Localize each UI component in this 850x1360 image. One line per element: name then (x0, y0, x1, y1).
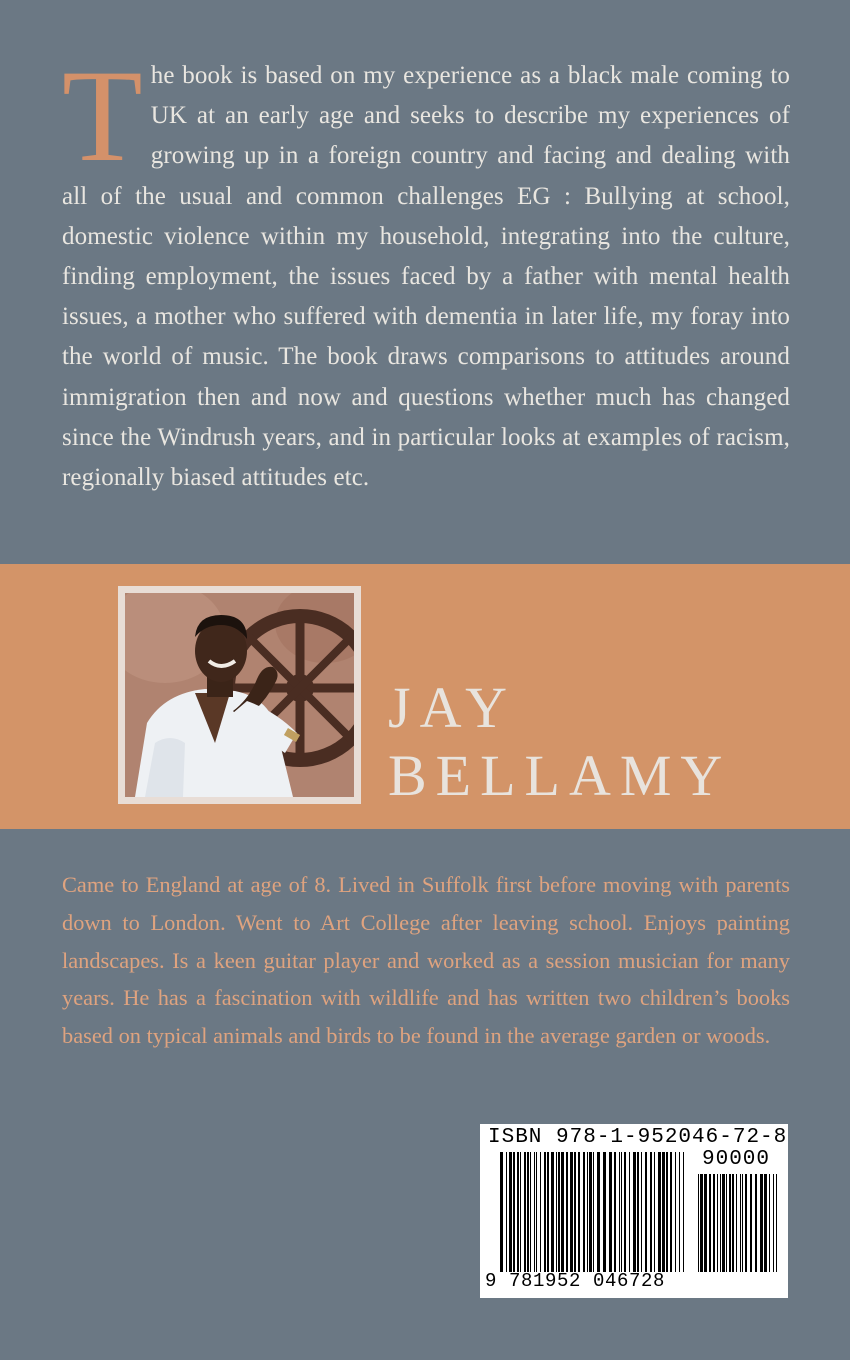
barcode-bar (776, 1174, 777, 1272)
barcode-bar (742, 1174, 743, 1272)
barcode-bar (662, 1152, 665, 1272)
barcode-bar (500, 1152, 503, 1272)
barcode-bar (683, 1152, 684, 1272)
author-band (0, 564, 850, 829)
barcode-bar (624, 1152, 626, 1272)
author-name (388, 674, 731, 810)
barcode-bar (717, 1174, 718, 1272)
author-photo (125, 593, 354, 797)
barcode-bar (621, 1152, 622, 1272)
barcode-bar (755, 1174, 757, 1272)
barcode-bar (700, 1174, 703, 1272)
barcode-bar (745, 1174, 747, 1272)
barcode-bar (583, 1152, 585, 1272)
author-photo-frame (118, 586, 361, 804)
barcode-bar (650, 1152, 652, 1272)
barcode-bar (729, 1174, 731, 1272)
barcode-bar (506, 1152, 507, 1272)
barcode-bar (570, 1152, 573, 1272)
barcode-bar (713, 1174, 715, 1272)
barcode-bar (593, 1152, 594, 1272)
barcode-bar (641, 1152, 642, 1272)
barcode-bar (587, 1152, 588, 1272)
barcode-bar (732, 1174, 734, 1272)
barcode-bar (534, 1152, 535, 1272)
barcode-bar (645, 1152, 647, 1272)
barcode-bar (556, 1152, 557, 1272)
barcode-bar (566, 1152, 568, 1272)
barcode-bar (698, 1174, 699, 1272)
barcode-bar (614, 1152, 616, 1272)
barcode-bar (544, 1152, 546, 1272)
barcode-bar (589, 1152, 592, 1272)
barcode-bar (722, 1174, 725, 1272)
barcode-bar (561, 1152, 564, 1272)
barcode-bar (760, 1174, 763, 1272)
barcode-digits: 9 781952 046728 (485, 1270, 666, 1292)
drop-cap: T (62, 42, 143, 189)
barcode-bar (736, 1174, 737, 1272)
book-blurb (62, 42, 790, 498)
barcode-bar (530, 1152, 531, 1272)
barcode-bar (679, 1152, 680, 1272)
barcode-bar (574, 1152, 576, 1272)
barcode-bar (750, 1174, 752, 1272)
barcode-bar (670, 1152, 672, 1272)
barcode-bar (551, 1152, 554, 1272)
ean-barcode-bars (500, 1152, 690, 1272)
barcode-bar (513, 1152, 515, 1272)
isbn-barcode (480, 1124, 788, 1298)
barcode-bar (609, 1152, 612, 1272)
barcode-bar (603, 1152, 606, 1272)
barcode-bar (658, 1152, 661, 1272)
author-portrait-illustration (125, 593, 354, 797)
barcode-bar (633, 1152, 636, 1272)
barcode-bar (524, 1152, 526, 1272)
barcode-bar (578, 1152, 580, 1272)
barcode-bar (540, 1152, 541, 1272)
barcode-bar (654, 1152, 655, 1272)
author-first-name: JAY (388, 675, 517, 740)
barcode-bar (619, 1152, 620, 1272)
barcode-bar (675, 1152, 676, 1272)
barcode-bar (709, 1174, 711, 1272)
barcode-bar (704, 1174, 707, 1272)
barcode-bar (769, 1174, 770, 1272)
price-code: 90000 (702, 1148, 771, 1171)
author-last-name: BELLAMY (388, 743, 732, 808)
barcode-bar (520, 1152, 521, 1272)
barcode-bar (517, 1152, 519, 1272)
barcode-bar (764, 1174, 767, 1272)
barcode-bar (637, 1152, 639, 1272)
barcode-bar (726, 1174, 727, 1272)
barcode-bar (509, 1152, 512, 1272)
barcode-bar (740, 1174, 741, 1272)
barcode-bar (547, 1152, 549, 1272)
blurb-text: he book is based on my experience as a black male coming to UK at an early age and seeks to describe my experiences of growing up in a foreign country and facing and dealing with all of the usual and common challenges EG : Bullying at school, domestic violence within my household, integrating into the culture, finding employment, the issues faced by a father with mental health issues, a mother who suffered with dementia in later life, my foray into the world of music. The book draws comparisons to attitudes around immigration then and now and questions whether much has changed since the Windrush years, and in particular looks at examples of racism, regionally biased attitudes etc. (62, 62, 790, 492)
barcode-bar (597, 1152, 600, 1272)
barcode-bar (527, 1152, 529, 1272)
barcode-bar (720, 1174, 721, 1272)
isbn-label: ISBN 978-1-952046-72-8 (488, 1126, 788, 1149)
barcode-bar (629, 1152, 630, 1272)
barcode-bar (536, 1152, 537, 1272)
barcode-bar (666, 1152, 668, 1272)
barcode-bar (773, 1174, 774, 1272)
author-bio: Came to England at age of 8. Lived in Suffolk first before moving with parents down to London. Went to Art College after leaving school. Enjoys painting landscapes. Is a keen guitar player and worked as a session musician for many years. He has a fascination with wildlife and has written two children’s books based on typical animals and birds to be found in the average garden or woods. (62, 872, 790, 1049)
price-barcode-bars (698, 1174, 782, 1272)
barcode-bar (558, 1152, 560, 1272)
